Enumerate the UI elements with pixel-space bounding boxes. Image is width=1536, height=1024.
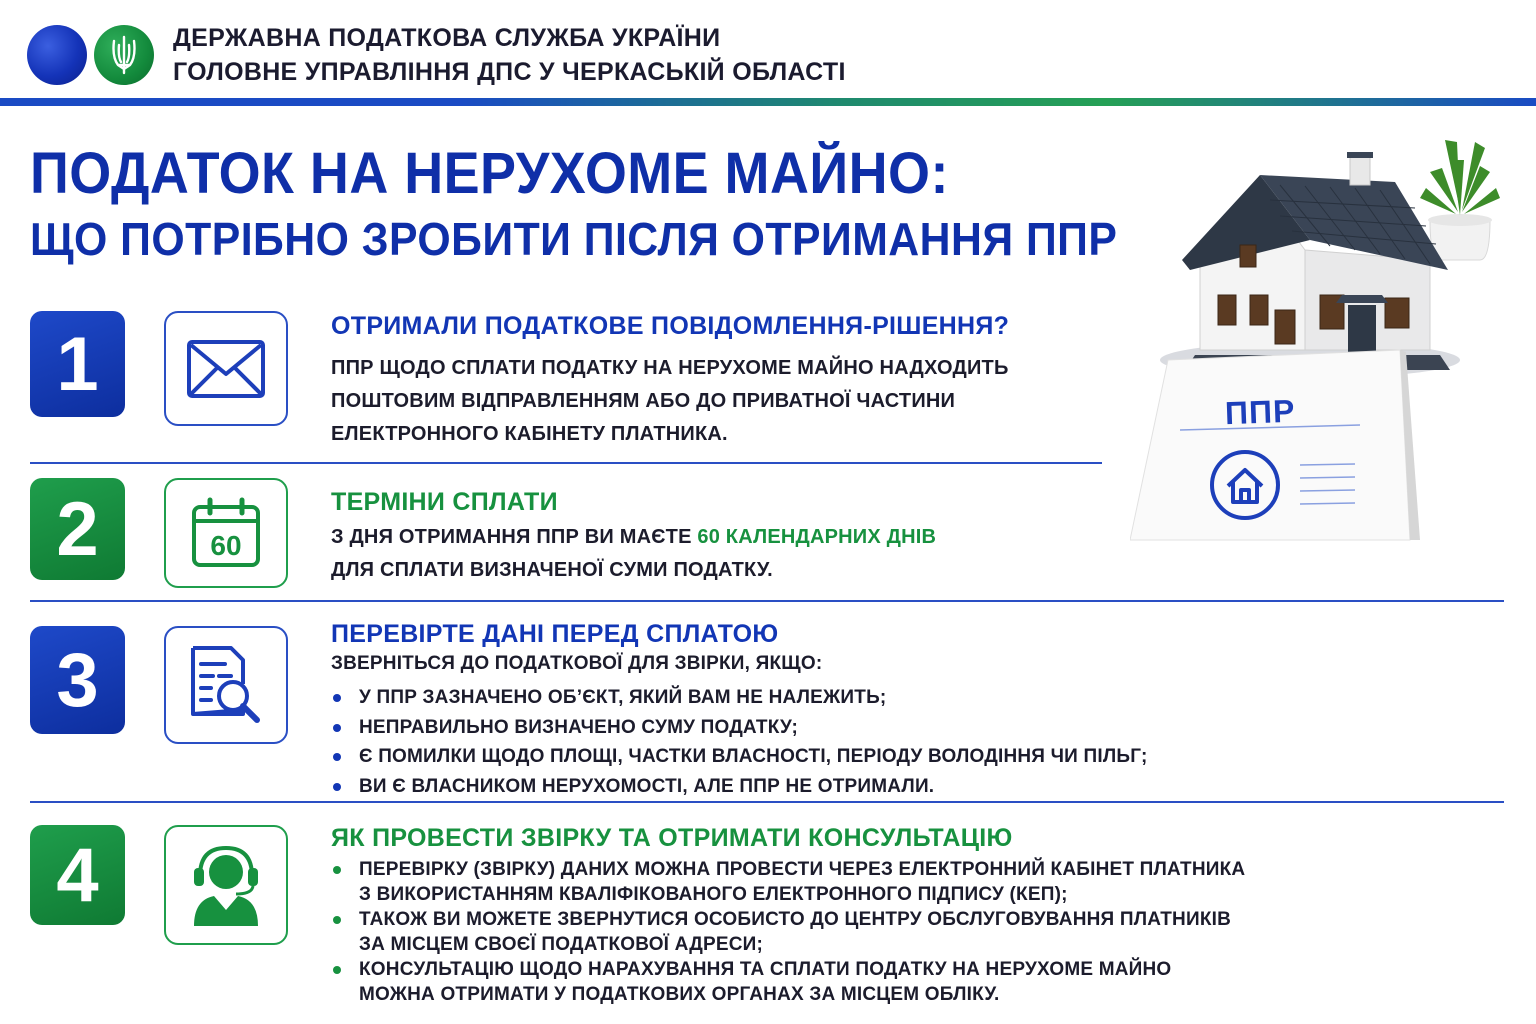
list-item: Є ПОМИЛКИ ЩОДО ПЛОЩІ, ЧАСТКИ ВЛАСНОСТІ, ПЕРІОДУ ВОЛОДІННЯ ЧИ ПІЛЬГ; [331,742,1148,772]
list-item [331,857,1245,907]
step-number-1: 1 [30,311,125,417]
step-heading-1: ОТРИМАЛИ ПОДАТКОВЕ ПОВІДОМЛЕННЯ-РІШЕННЯ? [331,312,1010,340]
step-text-2-line2: ДЛЯ СПЛАТИ ВИЗНАЧЕНОЇ СУМИ ПОДАТКУ. [331,559,773,581]
house-illustration [1130,120,1530,570]
divider-3 [30,801,1504,803]
step-3-list [331,683,1148,801]
calendar-icon [190,497,262,569]
list-item: НЕПРАВИЛЬНО ВИЗНАЧЕНО СУМУ ПОДАТКУ; [331,713,1148,743]
step-heading-3: ПЕРЕВІРТЕ ДАНІ ПЕРЕД СПЛАТОЮ [331,620,779,648]
step-number-4: 4 [30,825,125,925]
logo-blue-circle-icon [27,25,87,85]
list-item [331,907,1245,957]
house-icon [1160,152,1460,378]
document-search-icon [187,644,265,726]
ppr-card [1130,350,1420,540]
step-icon-box-2 [164,478,288,588]
list-item-line2: МОЖНА ОТРИМАТИ У ПОДАТКОВИХ ОРГАНАХ ЗА МІСЦЕМ ОБЛІКУ. [359,984,1000,1005]
list-item-line2: ЗА МІСЦЕМ СВОЄЇ ПОДАТКОВОЇ АДРЕСИ; [359,934,764,955]
plant-icon [1420,140,1500,260]
step-text-1 [331,352,1009,451]
step-4-list [331,857,1245,1007]
step-text-1-line: ППР ЩОДО СПЛАТИ ПОДАТКУ НА НЕРУХОМЕ МАЙНО НАДХОДИТЬ [331,357,1009,379]
operator-headset-icon [186,842,266,928]
step-heading-4: ЯК ПРОВЕСТИ ЗВІРКУ ТА ОТРИМАТИ КОНСУЛЬТАЦІЮ [331,824,1013,852]
step-icon-box-4 [164,825,288,945]
page-title: ПОДАТОК НА НЕРУХОМЕ МАЙНО: [30,141,949,206]
ppr-card-label: ППР [1224,392,1296,432]
list-item [331,957,1245,1007]
list-item-line1: ТАКОЖ ВИ МОЖЕТЕ ЗВЕРНУТИСЯ ОСОБИСТО ДО ЦЕНТРУ ОБСЛУГОВУВАННЯ ПЛАТНИКІВ [359,909,1232,930]
page-subtitle: ЩО ПОТРІБНО ЗРОБИТИ ПІСЛЯ ОТРИМАННЯ ППР [30,213,1118,265]
list-item: ВИ Є ВЛАСНИКОМ НЕРУХОМОСТІ, АЛЕ ППР НЕ ОТРИМАЛИ. [331,772,1148,802]
step-number-3: 3 [30,626,125,734]
list-item-line1: КОНСУЛЬТАЦІЮ ЩОДО НАРАХУВАННЯ ТА СПЛАТИ ПОДАТКУ НА НЕРУХОМЕ МАЙНО [359,959,1172,980]
step-intro-3: ЗВЕРНІТЬСЯ ДО ПОДАТКОВОЇ ДЛЯ ЗВІРКИ, ЯКЩО: [331,653,823,674]
step-heading-2: ТЕРМІНИ СПЛАТИ [331,488,558,516]
calendar-day-text: 60 [210,530,242,561]
divider-2 [30,600,1504,602]
step-text-2-pre: З ДНЯ ОТРИМАННЯ ППР ВИ МАЄТЕ [331,526,698,548]
org-name-line2: ГОЛОВНЕ УПРАВЛІННЯ ДПС У ЧЕРКАСЬКІЙ ОБЛАСТІ [173,58,846,86]
header-divider [0,98,1536,106]
step-text-1-line: ПОШТОВИМ ВІДПРАВЛЕННЯМ АБО ДО ПРИВАТНОЇ ЧАСТИНИ [331,390,956,412]
step-icon-box-1 [164,311,288,426]
org-name-line1: ДЕРЖАВНА ПОДАТКОВА СЛУЖБА УКРАЇНИ [173,24,721,52]
list-item-line2: З ВИКОРИСТАННЯМ КВАЛІФІКОВАНОГО ЕЛЕКТРОННОГО ПІДПИСУ (КЕП); [359,884,1068,905]
trident-emblem-icon [94,25,154,85]
step-number-2: 2 [30,478,125,580]
list-item: У ППР ЗАЗНАЧЕНО ОБ’ЄКТ, ЯКИЙ ВАМ НЕ НАЛЕЖИТЬ; [331,683,1148,713]
header [0,0,1536,100]
highlight-60-days: 60 КАЛЕНДАРНИХ ДНІВ [697,526,937,548]
step-text-1-line: ЕЛЕКТРОННОГО КАБІНЕТУ ПЛАТНИКА. [331,423,728,445]
envelope-icon [187,340,265,398]
step-text-2 [331,521,936,587]
list-item-line1: ПЕРЕВІРКУ (ЗВІРКУ) ДАНИХ МОЖНА ПРОВЕСТИ ЧЕРЕЗ ЕЛЕКТРОННИЙ КАБІНЕТ ПЛАТНИКА [359,859,1246,880]
divider-1 [30,462,1102,464]
step-icon-box-3 [164,626,288,744]
